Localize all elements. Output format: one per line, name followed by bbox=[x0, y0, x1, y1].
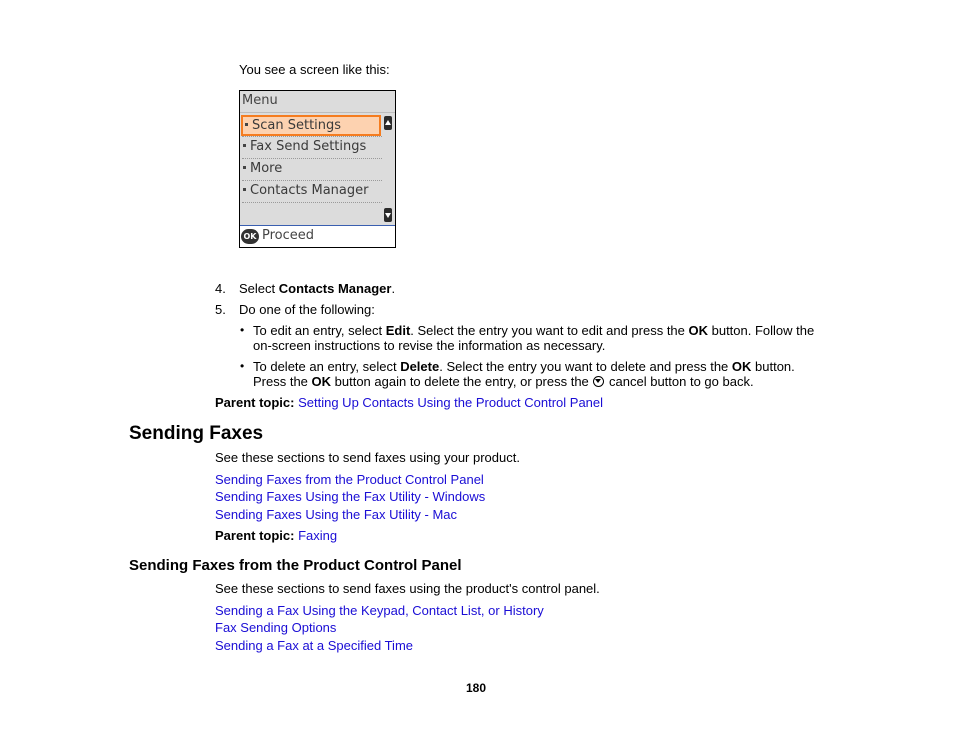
bullet-delete-line2: Press the OK button again to delete the entry, or press the cancel button to go back. bbox=[253, 374, 754, 389]
scroll-down-icon bbox=[384, 208, 392, 222]
heading-sending-faxes: Sending Faxes bbox=[129, 423, 264, 444]
bullet-icon bbox=[243, 166, 246, 169]
cancel-icon bbox=[593, 376, 604, 387]
lcd-divider bbox=[240, 112, 395, 113]
parent-topic-link-faxing[interactable]: Faxing bbox=[298, 528, 338, 543]
bullet-edit-line1: To edit an entry, select Edit. Select the entry you want to edit and press the OK button. Follow the bbox=[253, 323, 815, 338]
section2-description: See these sections to send faxes using the product's control panel. bbox=[215, 581, 600, 596]
lcd-separator bbox=[242, 202, 382, 203]
parent-topic-2: Parent topic: Faxing bbox=[215, 528, 338, 543]
ok-button-icon: OK bbox=[241, 229, 259, 244]
heading-sending-faxes-control-panel: Sending Faxes from the Product Control Panel bbox=[129, 557, 462, 574]
bullet-delete-line1: To delete an entry, select Delete. Select the entry you want to delete and press the OK button. bbox=[253, 359, 795, 374]
link-fax-utility-windows[interactable]: Sending Faxes Using the Fax Utility - Windows bbox=[215, 489, 486, 504]
bullet-icon: • bbox=[240, 359, 245, 373]
step-4-text: Select Contacts Manager. bbox=[239, 281, 396, 296]
bullet-edit-line2: on-screen instructions to revise the information as necessary. bbox=[253, 338, 606, 353]
step-5-text: Do one of the following: bbox=[239, 302, 375, 317]
bullet-icon bbox=[243, 144, 246, 147]
lcd-proceed-label: Proceed bbox=[262, 228, 315, 243]
link-fax-sending-options[interactable]: Fax Sending Options bbox=[215, 620, 337, 635]
lcd-item-scan-settings: Scan Settings bbox=[241, 115, 381, 136]
step-4-number: 4. bbox=[215, 281, 226, 296]
link-fax-specified-time[interactable]: Sending a Fax at a Specified Time bbox=[215, 638, 414, 653]
link-fax-utility-mac[interactable]: Sending Faxes Using the Fax Utility - Mac bbox=[215, 507, 458, 522]
parent-topic-1: Parent topic: Setting Up Contacts Using the Product Control Panel bbox=[215, 395, 604, 410]
lcd-item-more: More bbox=[241, 159, 381, 179]
scroll-up-icon bbox=[384, 116, 392, 130]
page-number: 180 bbox=[466, 681, 487, 695]
section1-description: See these sections to send faxes using your product. bbox=[215, 450, 520, 465]
parent-topic-link-contacts[interactable]: Setting Up Contacts Using the Product Control Panel bbox=[298, 395, 604, 410]
link-sending-faxes-control-panel[interactable]: Sending Faxes from the Product Control Panel bbox=[215, 472, 484, 487]
step-5-number: 5. bbox=[215, 302, 226, 317]
lcd-item-fax-send-settings: Fax Send Settings bbox=[241, 137, 381, 157]
lcd-footer bbox=[240, 226, 395, 247]
bullet-icon bbox=[243, 188, 246, 191]
bullet-icon bbox=[245, 123, 248, 126]
bullet-icon: • bbox=[240, 323, 245, 337]
intro-text: You see a screen like this: bbox=[239, 62, 390, 77]
lcd-screen bbox=[239, 90, 396, 248]
lcd-item-contacts-manager: Contacts Manager bbox=[241, 181, 381, 201]
lcd-menu-title: Menu bbox=[242, 93, 278, 108]
link-keypad-contact-history[interactable]: Sending a Fax Using the Keypad, Contact List, or History bbox=[215, 603, 544, 618]
